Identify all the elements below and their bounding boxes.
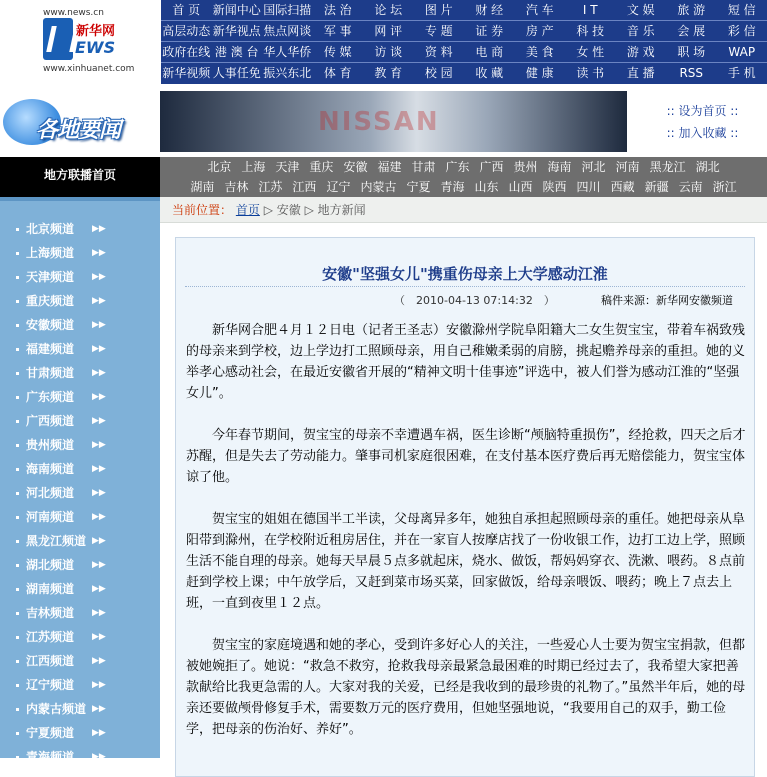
- breadcrumb-separator: ▷: [305, 203, 314, 217]
- sidebar-channel-label: 湖北频道: [26, 558, 74, 572]
- sidebar-channel-item[interactable]: [0, 241, 160, 265]
- sidebar-channel-item[interactable]: [0, 217, 160, 241]
- province-link[interactable]: 云南: [679, 177, 703, 197]
- top-nav-row: [161, 63, 767, 84]
- province-link[interactable]: 内蒙古: [360, 177, 396, 197]
- province-link[interactable]: 重庆: [309, 157, 333, 177]
- channel-sidebar: [0, 197, 160, 758]
- double-arrow-icon: ▶▶: [92, 625, 106, 649]
- bullet-icon: [16, 708, 19, 711]
- sidebar-channel-label: 福建频道: [26, 342, 74, 356]
- province-link[interactable]: 西藏: [611, 177, 635, 197]
- province-link[interactable]: 陕西: [543, 177, 567, 197]
- article-panel: [175, 237, 755, 777]
- bullet-icon: [16, 324, 19, 327]
- province-nav-row: [160, 177, 767, 197]
- sidebar-channel-item[interactable]: [0, 385, 160, 409]
- section-banner-title: 各地要闻: [36, 113, 120, 144]
- bullet-icon: [16, 348, 19, 351]
- sidebar-channel-label: 重庆频道: [26, 294, 74, 308]
- top-nav-link[interactable]: 军 事: [313, 21, 364, 41]
- sidebar-channel-label: 安徽频道: [26, 318, 74, 332]
- article-paragraph: 贺宝宝的家庭境遇和她的孝心，受到许多好心人的关注，一些爱心人士要为贺宝宝捐款，但都被她婉拒了。她说：“救急不救穷，抢救我母亲最紧急最困难的时期已经过去了，我希望大家把善款献给比我更急需的人。大家对我的关爱，已经是我收到的最珍贵的礼物了。”虽然半年后，她的母亲还要做颅骨修复手术，需要数万元的医疗费用，但她坚强地说，“我要用自己的双手，勤工俭学，把母亲的伤治好、养好”。: [186, 635, 746, 740]
- province-link[interactable]: 吉林: [224, 177, 248, 197]
- double-arrow-icon: ▶▶: [92, 265, 106, 289]
- province-link[interactable]: 贵州: [514, 157, 538, 177]
- double-arrow-icon: ▶▶: [92, 745, 106, 769]
- province-link[interactable]: 青海: [440, 177, 464, 197]
- top-nav-link[interactable]: 国际扫描: [262, 0, 313, 20]
- double-arrow-icon: ▶▶: [92, 553, 106, 577]
- top-nav-link[interactable]: 科 技: [565, 21, 616, 41]
- top-nav-link[interactable]: 彩 信: [717, 21, 767, 41]
- top-nav-link[interactable]: 图 片: [414, 0, 465, 20]
- top-nav-link[interactable]: 直 播: [616, 63, 667, 84]
- top-nav-link[interactable]: 论 坛: [363, 0, 414, 20]
- province-link[interactable]: 甘肃: [411, 157, 435, 177]
- article-body: [186, 320, 746, 761]
- logo-url-bottom: www.xinhuanet.com: [43, 64, 134, 74]
- article-paragraph: 新华网合肥４月１２日电（记者王圣志）安徽滁州学院阜阳籍大二女生贺宝宝，带着车祸致残的母亲来到学校，边上学边打工照顾母亲，用自己稚嫩柔弱的肩膀，挑起赡养母亲的重担。她的义举孝心感动社会，在最近安徽省开展的“精神文明十佳事迹”评选中，被人们誉为感动江淮的“坚强女儿”。: [186, 320, 746, 404]
- top-nav-link[interactable]: 港 澳 台: [212, 42, 263, 62]
- top-nav-link[interactable]: 政府在线: [161, 42, 212, 62]
- bullet-icon: [16, 636, 19, 639]
- bullet-icon: [16, 372, 19, 375]
- province-link[interactable]: 福建: [377, 157, 401, 177]
- top-nav-link[interactable]: 职 场: [666, 42, 717, 62]
- logo-url-top: www.news.cn: [43, 8, 104, 18]
- top-nav-link[interactable]: 房 产: [515, 21, 566, 41]
- province-link[interactable]: 湖北: [696, 157, 720, 177]
- top-nav-link[interactable]: 女 性: [565, 42, 616, 62]
- sidebar-channel-label: 河南频道: [26, 510, 74, 524]
- province-link[interactable]: 宁夏: [406, 177, 430, 197]
- sidebar-channel-item[interactable]: [0, 601, 160, 625]
- bullet-icon: [16, 468, 19, 471]
- province-link[interactable]: 安徽: [343, 157, 367, 177]
- top-nav-link[interactable]: 读 书: [565, 63, 616, 84]
- province-link[interactable]: 上海: [241, 157, 265, 177]
- sidebar-channel-label: 湖南频道: [26, 582, 74, 596]
- sidebar-channel-item[interactable]: [0, 553, 160, 577]
- top-nav-link[interactable]: 焦点网谈: [262, 21, 313, 41]
- sidebar-channel-label: 上海频道: [26, 246, 74, 260]
- double-arrow-icon: ▶▶: [92, 289, 106, 313]
- bullet-icon: [16, 660, 19, 663]
- province-link[interactable]: 湖南: [190, 177, 214, 197]
- top-nav-link[interactable]: 旅 游: [666, 0, 717, 20]
- bullet-icon: [16, 588, 19, 591]
- province-link[interactable]: 河北: [582, 157, 606, 177]
- top-nav-link[interactable]: 健 康: [515, 63, 566, 84]
- double-arrow-icon: ▶▶: [92, 529, 106, 553]
- sidebar-channel-label: 广东频道: [26, 390, 74, 404]
- double-arrow-icon: ▶▶: [92, 217, 106, 241]
- bullet-icon: [16, 228, 19, 231]
- province-link[interactable]: 浙江: [713, 177, 737, 197]
- sidebar-channel-item[interactable]: [0, 625, 160, 649]
- top-nav-link[interactable]: RSS: [666, 63, 717, 84]
- sidebar-channel-label: 河北频道: [26, 486, 74, 500]
- province-nav-row: [160, 157, 767, 177]
- breadcrumb-label: 当前位置：: [172, 203, 232, 217]
- province-link[interactable]: 天津: [275, 157, 299, 177]
- top-nav-link[interactable]: 华人华侨: [262, 42, 313, 62]
- double-arrow-icon: ▶▶: [92, 313, 106, 337]
- top-nav-link[interactable]: 资 料: [414, 42, 465, 62]
- top-nav-link[interactable]: 高层动态: [161, 21, 212, 41]
- top-nav-link[interactable]: 电 商: [464, 42, 515, 62]
- bullet-icon: [16, 300, 19, 303]
- sidebar-channel-label: 天津频道: [26, 270, 74, 284]
- bullet-icon: [16, 612, 19, 615]
- top-nav-link[interactable]: 财 经: [464, 0, 515, 20]
- sidebar-channel-label: 辽宁频道: [26, 678, 74, 692]
- top-nav-row: [161, 42, 767, 63]
- sidebar-channel-item[interactable]: [0, 649, 160, 673]
- top-nav-link[interactable]: 首 页: [161, 0, 212, 20]
- province-link[interactable]: 江西: [292, 177, 316, 197]
- bullet-icon: [16, 444, 19, 447]
- double-arrow-icon: ▶▶: [92, 385, 106, 409]
- sidebar-channel-label: 江苏频道: [26, 630, 74, 644]
- logo-brand-cn: 新华网: [76, 20, 115, 39]
- bullet-icon: [16, 540, 19, 543]
- top-nav-link[interactable]: 法 治: [313, 0, 364, 20]
- logo-brand-en: EWS: [75, 38, 115, 57]
- double-arrow-icon: ▶▶: [92, 601, 106, 625]
- bullet-icon: [16, 684, 19, 687]
- bullet-icon: [16, 396, 19, 399]
- double-arrow-icon: ▶▶: [92, 673, 106, 697]
- sidebar-channel-label: 内蒙古频道: [26, 702, 86, 716]
- top-nav-link[interactable]: 传 媒: [313, 42, 364, 62]
- sidebar-channel-label: 吉林频道: [26, 606, 74, 620]
- sidebar-channel-label: 贵州频道: [26, 438, 74, 452]
- sidebar-channel-item[interactable]: [0, 745, 160, 769]
- top-nav-row: [161, 21, 767, 42]
- top-nav-link[interactable]: 专 题: [414, 21, 465, 41]
- breadcrumb-home-link[interactable]: 首页: [236, 203, 260, 217]
- double-arrow-icon: ▶▶: [92, 649, 106, 673]
- sidebar-channel-label: 黑龙江频道: [26, 534, 86, 548]
- top-nav-link[interactable]: 手 机: [717, 63, 767, 84]
- sidebar-channel-item[interactable]: [0, 313, 160, 337]
- top-nav-link[interactable]: 新华视点: [212, 21, 263, 41]
- top-nav-link[interactable]: 美 食: [515, 42, 566, 62]
- top-nav-link[interactable]: 校 园: [414, 63, 465, 84]
- sidebar-channel-item[interactable]: [0, 361, 160, 385]
- double-arrow-icon: ▶▶: [92, 577, 106, 601]
- sidebar-channel-item[interactable]: [0, 265, 160, 289]
- sidebar-channel-item[interactable]: [0, 481, 160, 505]
- sidebar-channel-item[interactable]: [0, 721, 160, 745]
- ad-banner[interactable]: [160, 91, 627, 152]
- top-nav-link[interactable]: WAP: [717, 42, 767, 62]
- double-arrow-icon: ▶▶: [92, 361, 106, 385]
- province-link[interactable]: 江苏: [258, 177, 282, 197]
- breadcrumb-level1[interactable]: 安徽: [277, 203, 301, 217]
- province-nav: [160, 157, 767, 197]
- top-nav-link[interactable]: 体 育: [313, 63, 364, 84]
- top-nav-link[interactable]: 人事任免: [212, 63, 263, 84]
- province-link[interactable]: 北京: [207, 157, 231, 177]
- set-homepage-link[interactable]: :: 设为首页 ::: [640, 100, 765, 122]
- sidebar-channel-item[interactable]: [0, 337, 160, 361]
- sidebar-channel-item[interactable]: [0, 505, 160, 529]
- top-nav-link[interactable]: 教 育: [363, 63, 414, 84]
- sidebar-channel-label: 江西频道: [26, 654, 74, 668]
- double-arrow-icon: ▶▶: [92, 481, 106, 505]
- double-arrow-icon: ▶▶: [92, 505, 106, 529]
- top-nav-link[interactable]: 文 娱: [616, 0, 667, 20]
- top-nav-link[interactable]: 汽 车: [515, 0, 566, 20]
- top-nav-link[interactable]: 游 戏: [616, 42, 667, 62]
- section-banner: [0, 91, 160, 155]
- top-nav-row: [161, 0, 767, 21]
- logo-n-mark: [43, 18, 73, 60]
- top-nav-link[interactable]: I T: [565, 0, 616, 20]
- top-nav-link[interactable]: 新华视频: [161, 63, 212, 84]
- title-divider: [185, 286, 745, 287]
- sidebar-channel-label: 宁夏频道: [26, 726, 74, 740]
- province-link[interactable]: 山东: [475, 177, 499, 197]
- article-title: 安徽"坚强女儿"携重伤母亲上大学感动江淮: [176, 263, 754, 284]
- sidebar-channel-item[interactable]: [0, 577, 160, 601]
- breadcrumb-separator: ▷: [264, 203, 273, 217]
- province-link[interactable]: 广东: [445, 157, 469, 177]
- bullet-icon: [16, 564, 19, 567]
- xinhua-logo[interactable]: [0, 0, 160, 84]
- province-link[interactable]: 广西: [480, 157, 504, 177]
- sidebar-channel-item[interactable]: [0, 289, 160, 313]
- bullet-icon: [16, 276, 19, 279]
- top-nav-link[interactable]: 音 乐: [616, 21, 667, 41]
- sidebar-channel-item[interactable]: [0, 409, 160, 433]
- double-arrow-icon: ▶▶: [92, 337, 106, 361]
- province-link[interactable]: 黑龙江: [650, 157, 686, 177]
- province-link[interactable]: 山西: [509, 177, 533, 197]
- article-date: （ 2010-04-13 07:14:32 ）: [394, 292, 555, 308]
- bullet-icon: [16, 492, 19, 495]
- top-nav-link[interactable]: 会 展: [666, 21, 717, 41]
- bullet-icon: [16, 732, 19, 735]
- quick-links: [640, 100, 765, 144]
- top-nav-link[interactable]: 振兴东北: [262, 63, 313, 84]
- local-news-home-link[interactable]: 地方联播首页: [0, 157, 160, 197]
- province-link[interactable]: 河南: [616, 157, 640, 177]
- breadcrumb: [160, 197, 767, 223]
- double-arrow-icon: ▶▶: [92, 433, 106, 457]
- breadcrumb-level2: 地方新闻: [318, 203, 366, 217]
- top-nav-link[interactable]: 证 券: [464, 21, 515, 41]
- add-favorite-link[interactable]: :: 加入收藏 ::: [640, 122, 765, 144]
- sidebar-channel-item[interactable]: [0, 697, 160, 721]
- top-nav-link[interactable]: 访 谈: [363, 42, 414, 62]
- top-nav: [160, 0, 767, 84]
- sidebar-channel-label: 甘肃频道: [26, 366, 74, 380]
- sidebar-channel-item[interactable]: [0, 433, 160, 457]
- sidebar-channel-label: 北京频道: [26, 222, 74, 236]
- top-nav-link[interactable]: 收 藏: [464, 63, 515, 84]
- province-link[interactable]: 新疆: [645, 177, 669, 197]
- bullet-icon: [16, 252, 19, 255]
- double-arrow-icon: ▶▶: [92, 409, 106, 433]
- ad-brand: NISSAN: [318, 107, 440, 137]
- sidebar-channel-item[interactable]: [0, 457, 160, 481]
- top-nav-link[interactable]: 短 信: [717, 0, 767, 20]
- bullet-icon: [16, 420, 19, 423]
- sidebar-channel-label: 青海频道: [26, 750, 74, 764]
- sidebar-channel-item[interactable]: [0, 673, 160, 697]
- bullet-icon: [16, 516, 19, 519]
- sidebar-channel-item[interactable]: [0, 529, 160, 553]
- double-arrow-icon: ▶▶: [92, 241, 106, 265]
- double-arrow-icon: ▶▶: [92, 697, 106, 721]
- sidebar-channel-label: 海南频道: [26, 462, 74, 476]
- article-paragraph: 今年春节期间，贺宝宝的母亲不幸遭遇车祸，医生诊断“颅脑特重损伤”，经抢救，四天之后才苏醒，但是失去了劳动能力。肇事司机家庭很困难，在支付基本医疗费后再无赔偿能力，贺宝宝体谅了他。: [186, 425, 746, 488]
- province-link[interactable]: 海南: [548, 157, 572, 177]
- province-link[interactable]: 四川: [577, 177, 601, 197]
- sidebar-channel-label: 广西频道: [26, 414, 74, 428]
- province-link[interactable]: 辽宁: [326, 177, 350, 197]
- article-paragraph: 贺宝宝的姐姐在德国半工半读，父母离异多年，她独自承担起照顾母亲的重任。她把母亲从阜阳带到滁州，在学校附近租房居住，并在一家盲人按摩店找了一份收银工作，边打工边上学，照顾生活不能自理的母亲。她每天早晨５点多就起床，烧水、做饭，帮妈妈穿衣、洗漱、喂药。８点前赶到学校上课；中午放学后，又赶到菜市场买菜，回家做饭，给母亲喂饭、喂药；晚上７点去上班，一直到夜里１２点。: [186, 509, 746, 614]
- article-source: 稿件来源：新华网安徽频道: [601, 292, 733, 308]
- top-nav-link[interactable]: 网 评: [363, 21, 414, 41]
- double-arrow-icon: ▶▶: [92, 457, 106, 481]
- top-nav-link[interactable]: 新闻中心: [212, 0, 263, 20]
- double-arrow-icon: ▶▶: [92, 721, 106, 745]
